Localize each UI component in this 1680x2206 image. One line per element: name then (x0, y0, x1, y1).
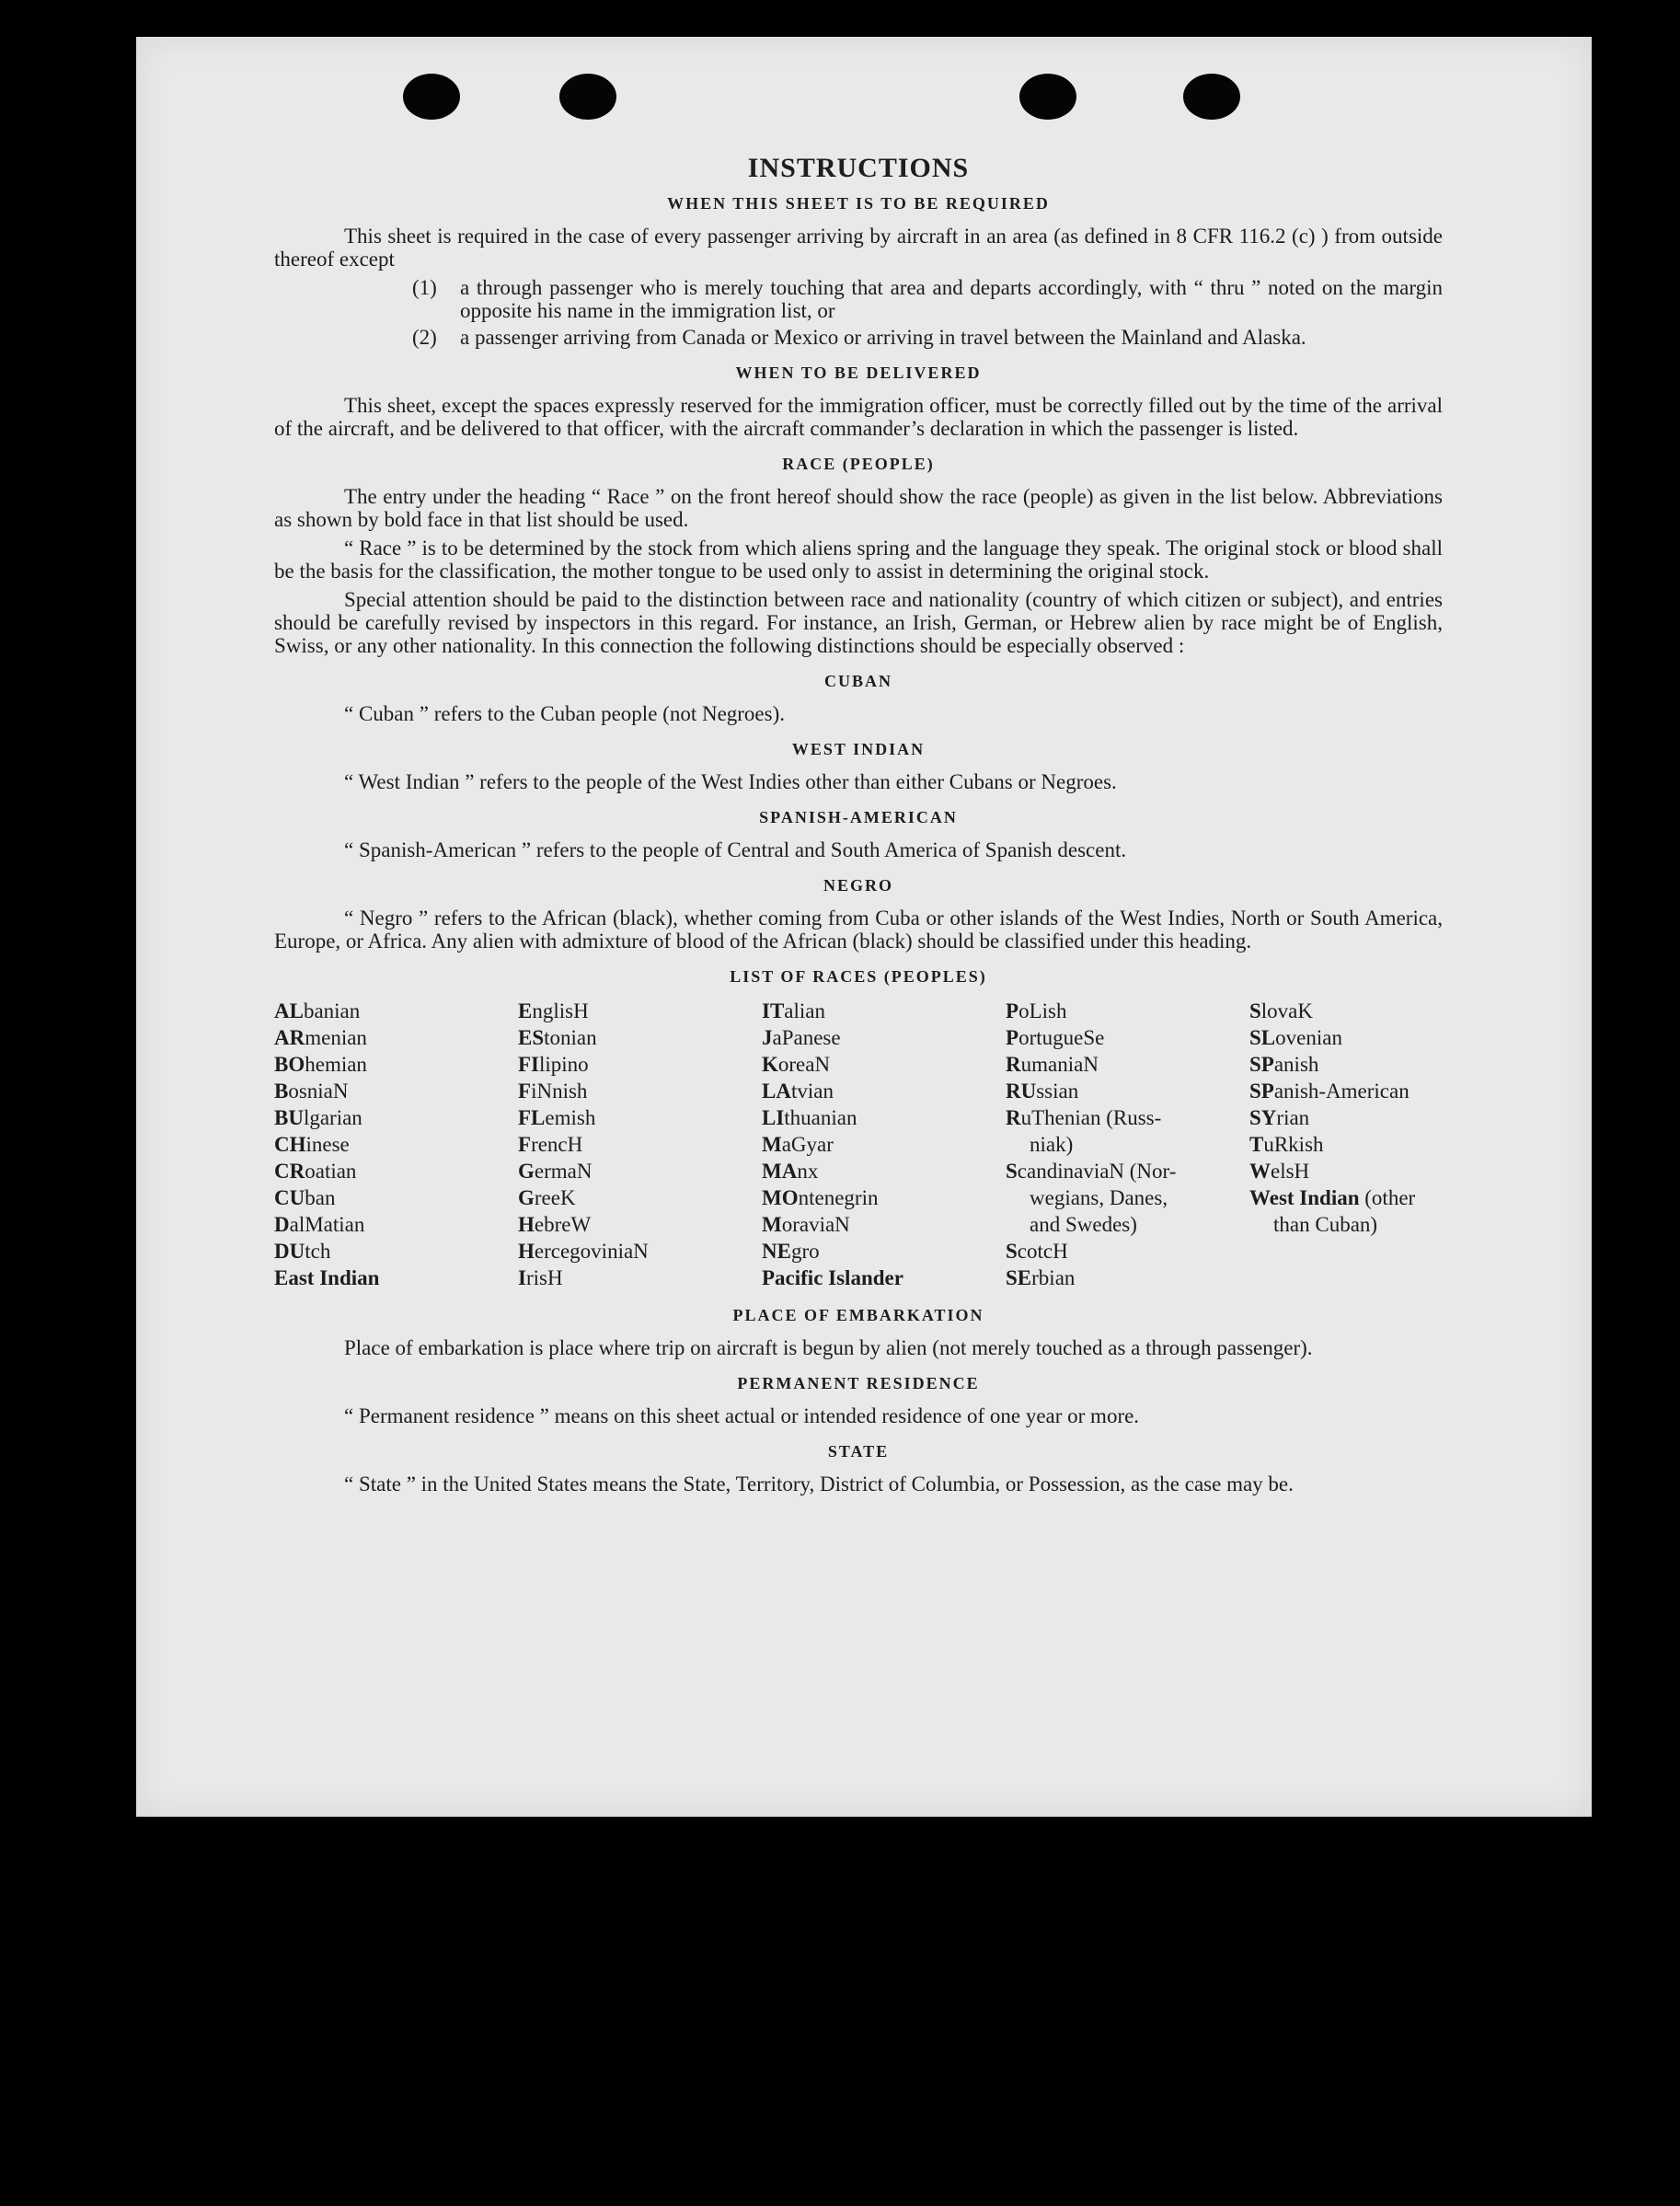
race-column (1006, 998, 1249, 1291)
section-heading-west-indian: WEST INDIAN (791, 740, 926, 758)
race-item: HebreW (518, 1213, 592, 1236)
race-item: IrisH (518, 1266, 563, 1289)
race-item: LIthuanian (762, 1106, 857, 1129)
race-item: SPanish-American (1249, 1080, 1410, 1103)
race-item: SYrian (1249, 1106, 1310, 1129)
race-paragraph-2: “ Race ” is to be determined by the stock from which aliens spring and the language they speak. The original stock or blood shall be the basis for the classification, the mother tongue to be used only to assist in determining the original stock. (274, 537, 1443, 583)
race-item: TuRkish (1249, 1133, 1324, 1156)
race-item: HercegoviniaN (518, 1240, 649, 1263)
race-item: wegians, Danes, (1030, 1186, 1168, 1209)
race-item: West Indian (other (1249, 1186, 1416, 1209)
race-column (518, 998, 762, 1291)
state-body: “ State ” in the United States means the State, Territory, District of Columbia, or Possession, as the case may be. (344, 1473, 1294, 1496)
page-title: INSTRUCTIONS (747, 153, 970, 183)
race-item: Pacific Islander (762, 1266, 903, 1289)
section-heading-residence: PERMANENT RESIDENCE (737, 1374, 980, 1392)
race-item: FLemish (518, 1106, 596, 1129)
exception-text: a passenger arriving from Canada or Mexico or arriving in travel between the Mainland and Alaska. (460, 326, 1306, 349)
race-column (274, 998, 518, 1291)
race-item: East Indian (274, 1266, 380, 1289)
race-item: BosniaN (274, 1080, 349, 1103)
section-heading-spanish-american: SPANISH-AMERICAN (759, 808, 958, 826)
race-item: MoraviaN (762, 1213, 850, 1236)
race-item: FrencH (518, 1133, 583, 1156)
race-item: CRoatian (274, 1160, 357, 1183)
race-item: MAnx (762, 1160, 819, 1183)
required-body: This sheet is required in the case of every passenger arriving by aircraft in an area (as defined in 8 CFR 116.2 (c) ) from outside thereof except (274, 225, 1443, 271)
race-item: ScandinaviaN (Nor- (1006, 1160, 1177, 1183)
race-item: DUtch (274, 1240, 331, 1263)
race-item: and Swedes) (1030, 1213, 1137, 1236)
race-item: ITalian (762, 999, 825, 1022)
race-item: ALbanian (274, 999, 361, 1022)
race-item: MaGyar (762, 1133, 834, 1156)
cuban-body: “ Cuban ” refers to the Cuban people (not Negroes). (344, 702, 786, 725)
race-item: SErbian (1006, 1266, 1076, 1289)
race-item: PortugueSe (1006, 1026, 1105, 1049)
race-column (1249, 998, 1443, 1291)
race-item: RuThenian (Russ- (1006, 1106, 1162, 1129)
race-item: SLovenian (1249, 1026, 1342, 1049)
punch-hole (559, 74, 616, 120)
race-item: SPanish (1249, 1053, 1319, 1076)
spanish-american-body: “ Spanish-American ” refers to the people of Central and South America of Spanish descent. (344, 838, 1127, 861)
instructions-content (274, 153, 1443, 1501)
race-paragraph-1: The entry under the heading “ Race ” on the front hereof should show the race (people) as given in the list below. Abbreviations as shown by bold face in that list should be used. (274, 485, 1443, 531)
race-item: than Cuban) (1273, 1213, 1378, 1236)
exception-text: a through passenger who is merely touching that area and departs accordingly, with “ thru ” noted on the margin opposite his name in the immigration list, or (460, 276, 1443, 322)
exceptions-list (412, 276, 1443, 349)
section-heading-state: STATE (827, 1442, 890, 1461)
race-item: NEgro (762, 1240, 820, 1263)
punch-hole (403, 74, 460, 120)
document-page (136, 37, 1592, 1817)
negro-body: “ Negro ” refers to the African (black), whether coming from Cuba or other islands of the West Indies, North or South America, Europe, or Africa. Any alien with admixture of blood of the African (black) should be classified under this heading. (274, 907, 1443, 953)
exception-number: (2) (412, 326, 437, 349)
exception-item (412, 326, 1443, 349)
race-item: SlovaK (1249, 999, 1314, 1022)
race-column (762, 998, 1006, 1291)
race-item: EStonian (518, 1026, 597, 1049)
race-item: EnglisH (518, 999, 589, 1022)
race-item: RUssian (1006, 1080, 1079, 1103)
race-item: JaPanese (762, 1026, 841, 1049)
race-item: BUlgarian (274, 1106, 362, 1129)
race-item: WelsH (1249, 1160, 1310, 1183)
punch-hole (1183, 74, 1240, 120)
race-item: CUban (274, 1186, 336, 1209)
residence-body: “ Permanent residence ” means on this sheet actual or intended residence of one year or more. (344, 1404, 1140, 1427)
race-item: GermaN (518, 1160, 593, 1183)
race-item: KoreaN (762, 1053, 831, 1076)
race-item: RumaniaN (1006, 1053, 1099, 1076)
section-heading-required: WHEN THIS SHEET IS TO BE REQUIRED (667, 194, 1050, 213)
section-heading-list-of-races: LIST OF RACES (PEOPLES) (730, 967, 987, 986)
section-heading-race: RACE (PEOPLE) (782, 455, 935, 473)
exception-item (412, 276, 1443, 322)
section-heading-delivered: WHEN TO BE DELIVERED (735, 364, 982, 382)
delivered-body: This sheet, except the spaces expressly reserved for the immigration officer, must be correctly filled out by the time of the arrival of the aircraft, and be delivered to that officer, with the aircraft commander’s declaration in which the passenger is listed. (274, 394, 1443, 440)
race-item: PoLish (1006, 999, 1067, 1022)
races-table (274, 998, 1443, 1291)
race-item: BOhemian (274, 1053, 367, 1076)
race-paragraph-3: Special attention should be paid to the distinction between race and nationality (country of which citizen or subject), and entries should be carefully revised by inspectors in this regard. For instance, an Irish, German, or Hebrew alien by race might be of English, Swiss, or any other nationality. In this connection the following distinctions should be especially observed : (274, 588, 1443, 657)
race-item: MOntenegrin (762, 1186, 879, 1209)
race-item: DalMatian (274, 1213, 365, 1236)
race-item: ScotcH (1006, 1240, 1068, 1263)
race-item: FIlipino (518, 1053, 589, 1076)
exception-number: (1) (412, 276, 437, 299)
embarkation-body: Place of embarkation is place where trip on aircraft is begun by alien (not merely touched as a through passenger). (344, 1336, 1313, 1359)
race-item: LAtvian (762, 1080, 834, 1103)
section-heading-negro: NEGRO (823, 876, 893, 895)
section-heading-embarkation: PLACE OF EMBARKATION (732, 1306, 984, 1324)
race-item: GreeK (518, 1186, 576, 1209)
race-item: ARmenian (274, 1026, 367, 1049)
race-item: CHinese (274, 1133, 350, 1156)
punch-hole (1019, 74, 1076, 120)
west-indian-body: “ West Indian ” refers to the people of the West Indies other than either Cubans or Negroes. (344, 770, 1117, 793)
race-item: FiNnish (518, 1080, 588, 1103)
section-heading-cuban: CUBAN (823, 672, 892, 690)
race-item: niak) (1030, 1133, 1074, 1156)
